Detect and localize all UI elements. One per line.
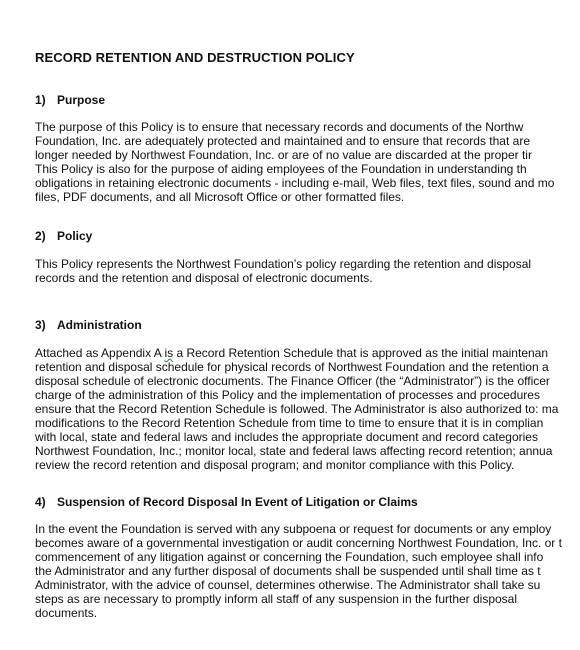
paragraph-line: review the record retention and disposal program; and monitor compliance with this Policy. (35, 458, 515, 472)
paragraph-line: with local, state and federal laws and includes the appropriate document and record categories (35, 430, 538, 444)
paragraph-line: In the event the Foundation is served with any subpoena or request for documents or any employ (35, 522, 552, 536)
paragraph-purpose (35, 120, 580, 204)
paragraph-suspension (35, 522, 580, 620)
document-title: RECORD RETENTION AND DESTRUCTION POLICY (35, 50, 355, 65)
paragraph-administration (35, 346, 580, 472)
text-run: a Record Retention Schedule that is approved as the initial maintenan (173, 346, 549, 360)
section-heading-administration (35, 318, 142, 332)
section-title: Administration (57, 318, 142, 332)
paragraph-line: documents. (35, 606, 98, 620)
text-run: Attached as Appendix A (35, 346, 165, 360)
paragraph-line: disposal schedule of electronic documents. The Finance Officer (the “Administrator”) is the officer (35, 374, 550, 388)
section-number: 3) (35, 318, 46, 332)
section-title: Policy (57, 229, 93, 243)
paragraph-line: This Policy represents the Northwest Foundation’s policy regarding the retention and disposal (35, 257, 532, 271)
paragraph-line: This Policy is also for the purpose of aiding employees of the Foundation in understanding th (35, 162, 527, 176)
paragraph-line: commencement of any litigation against or concerning the Foundation, such employee shall info (35, 550, 544, 564)
paragraph-line: charge of the administration of this Policy and the implementation of processes and procedures (35, 388, 540, 402)
paragraph-line: becomes aware of a governmental investigation or audit concerning Northwest Foundation, Inc. or t (35, 536, 562, 550)
section-title: Suspension of Record Disposal In Event of Litigation or Claims (57, 495, 418, 509)
paragraph-line: longer needed by Northwest Foundation, Inc. or are of no value are discarded at the proper tir (35, 148, 532, 162)
section-title: Purpose (57, 93, 106, 107)
paragraph-line: Foundation, Inc. are adequately protected and maintained and to ensure that records that are (35, 134, 530, 148)
section-number: 1) (35, 93, 46, 107)
paragraph-line: Administrator, with the advice of counsel, determines otherwise. The Administrator shall take su (35, 578, 541, 592)
section-heading-suspension (35, 495, 418, 509)
section-number: 2) (35, 229, 46, 243)
paragraph-line (35, 346, 580, 360)
paragraph-line: obligations in retaining electronic documents - including e-mail, Web files, text files, sound and mo (35, 176, 555, 190)
paragraph-line: ensure that the Record Retention Schedule is followed. The Administrator is also authorized to: ma (35, 402, 559, 416)
section-number: 4) (35, 495, 46, 509)
section-heading-policy (35, 229, 92, 243)
paragraph-line: records and the retention and disposal of electronic documents. (35, 271, 373, 285)
section-heading-purpose (35, 93, 105, 107)
paragraph-line: files, PDF documents, and all Microsoft Office or other formatted files. (35, 190, 405, 204)
paragraph-line: the Administrator and any further disposal of documents shall be suspended until shall time as t (35, 564, 541, 578)
spellcheck-squiggle: is (164, 346, 174, 360)
paragraph-line: Northwest Foundation, Inc.; monitor local, state and federal laws affecting record retention; annua (35, 444, 553, 458)
paragraph-line: steps as are necessary to promptly inform all staff of any suspension in the further disposal (35, 592, 518, 606)
paragraph-policy (35, 257, 580, 285)
paragraph-line: retention and disposal schedule for physical records of Northwest Foundation and the retention a (35, 360, 549, 374)
paragraph-line: modifications to the Record Retention Schedule from time to time to ensure that it is in complian (35, 416, 544, 430)
paragraph-line: The purpose of this Policy is to ensure that necessary records and documents of the Northw (35, 120, 524, 134)
